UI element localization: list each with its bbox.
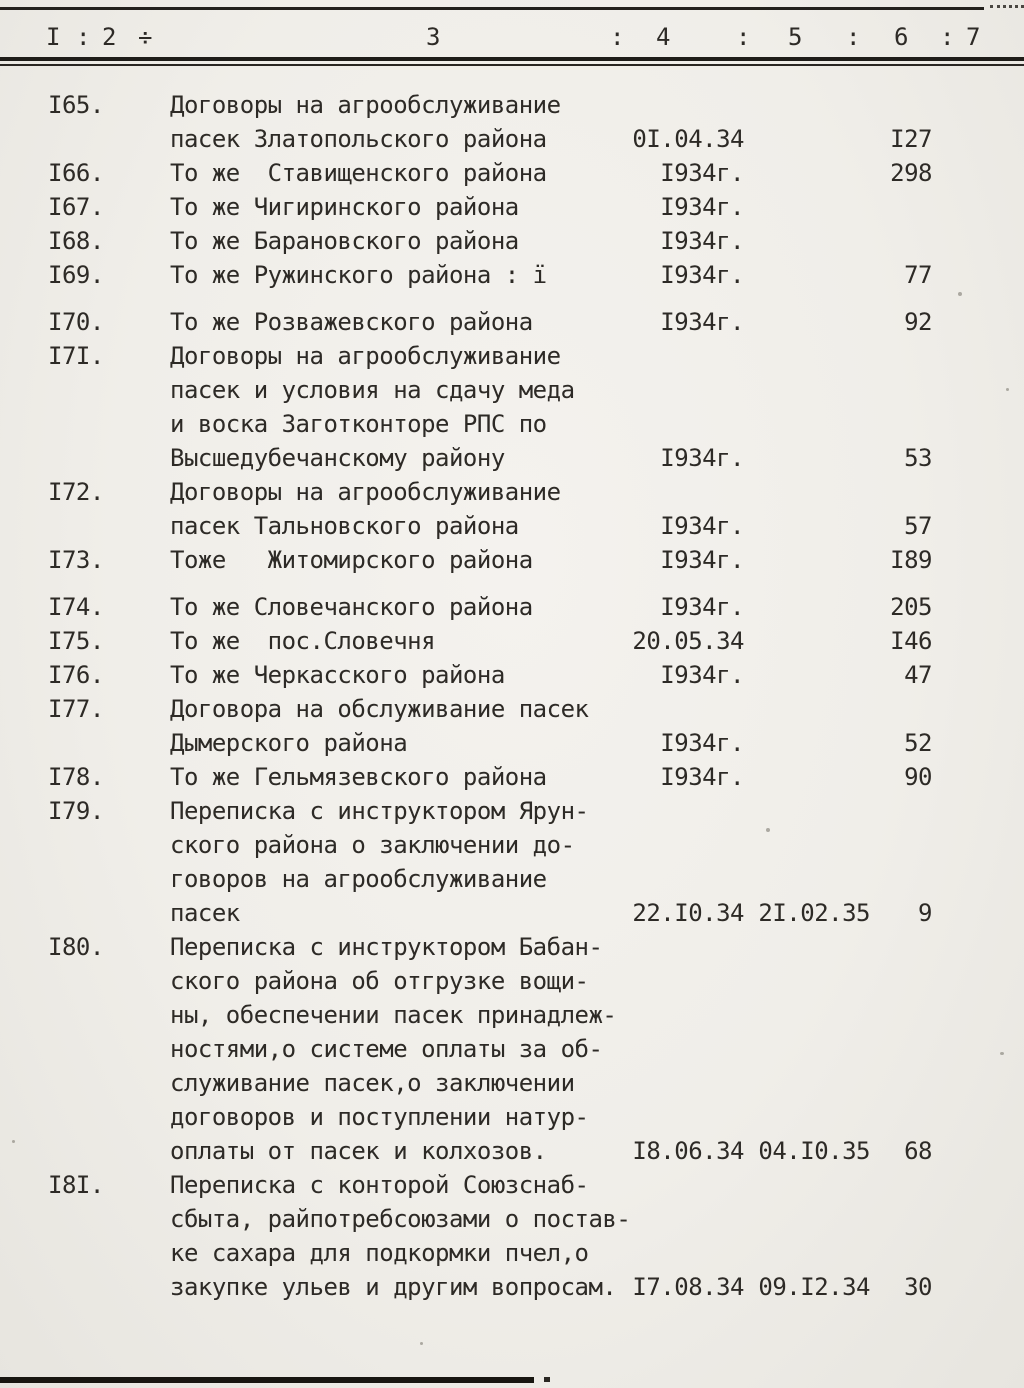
table-row (40, 156, 1010, 190)
entry-description (170, 88, 610, 156)
description-line: ке сахара для подкормки пчел,о (170, 1239, 589, 1267)
description-line: То же пос.Словечня (170, 627, 436, 655)
table-row (40, 224, 1010, 258)
column-separator: ÷ (138, 23, 152, 51)
entry-number: I77. (48, 695, 104, 723)
column-number-4: 4 (656, 23, 670, 51)
entry-number: I78. (48, 763, 104, 791)
start-date: I934г. (660, 159, 744, 187)
start-date: 22.I0.34 (632, 899, 744, 927)
scan-artifact-dot (544, 1377, 550, 1382)
header-rule-thick (0, 57, 1024, 61)
description-line: пасек Тальновского района (170, 512, 519, 540)
column-separator: : (610, 23, 624, 51)
entry-description (170, 156, 610, 190)
entry-number: I80. (48, 933, 104, 961)
start-date: I934г. (660, 763, 744, 791)
sheet-count: 9 (918, 899, 932, 927)
sheet-count: I89 (890, 546, 932, 574)
column-number-5: 5 (788, 23, 802, 51)
description-line: ны, обеспечении пасек принадлеж- (170, 1001, 617, 1029)
column-number-7: 7 (966, 23, 980, 51)
scan-speck (958, 292, 962, 296)
description-line: ского района об отгрузке вощи- (170, 967, 589, 995)
start-date: 0I.04.34 (632, 125, 744, 153)
start-date: I8.06.34 (632, 1137, 744, 1165)
description-line: Договоры на агрообслуживание (170, 478, 561, 506)
end-date: 09.I2.34 (758, 1273, 870, 1301)
description-line: Переписка с инструктором Ярун- (170, 797, 589, 825)
sheet-count: I46 (890, 627, 932, 655)
column-separator: : (76, 23, 90, 51)
sheet-count: 68 (904, 1137, 932, 1165)
start-date: I934г. (660, 729, 744, 757)
top-rule (0, 7, 984, 10)
table-row (40, 88, 1010, 156)
table-row (40, 543, 1010, 577)
entry-description (170, 794, 610, 930)
description-line: Высшедубечанскому району (170, 444, 505, 472)
description-line: Дымерского района (170, 729, 408, 757)
start-date: I934г. (660, 308, 744, 336)
description-line: оплаты от пасек и колхозов. (170, 1137, 547, 1165)
table-row (40, 190, 1010, 224)
table-row (40, 692, 1010, 760)
entry-description (170, 930, 617, 1168)
sheet-count: 57 (904, 512, 932, 540)
scan-artifact-dots (990, 5, 1024, 8)
description-line: служивание пасек,о заключении (170, 1069, 575, 1097)
scan-speck (1000, 1052, 1004, 1055)
sheet-count: 53 (904, 444, 932, 472)
description-line: Договоры на агрообслуживание (170, 342, 561, 370)
table-row (40, 475, 1010, 543)
table-body (40, 88, 1010, 1304)
entry-description (170, 339, 610, 475)
description-line: пасек (170, 899, 240, 927)
scan-speck (12, 1140, 15, 1143)
scan-speck (420, 1342, 423, 1345)
description-line: То же Розважевского района (170, 308, 533, 336)
entry-number: I66. (48, 159, 104, 187)
table-row (40, 339, 1010, 475)
description-line: Переписка с конторой Союзснаб- (170, 1171, 589, 1199)
description-line: Переписка с инструктором Бабан- (170, 933, 603, 961)
start-date: I7.08.34 (632, 1273, 744, 1301)
sheet-count: 92 (904, 308, 932, 336)
header-rule-thin (0, 64, 1024, 66)
table-row (40, 305, 1010, 339)
table-row (40, 794, 1010, 930)
description-line: Тоже Житомирского района (170, 546, 533, 574)
table-row (40, 930, 1010, 1168)
sheet-count: 77 (904, 261, 932, 289)
entry-description (170, 1168, 631, 1304)
sheet-count: 30 (904, 1273, 932, 1301)
description-line: То же Гельмязевского района (170, 763, 547, 791)
sheet-count: 47 (904, 661, 932, 689)
start-date: I934г. (660, 444, 744, 472)
end-date: 04.I0.35 (758, 1137, 870, 1165)
description-line: То же Черкасского района (170, 661, 505, 689)
description-line: договоров и поступлении натур- (170, 1103, 589, 1131)
entry-description (170, 305, 610, 339)
entry-number: I69. (48, 261, 104, 289)
column-number-1: I (46, 23, 60, 51)
description-line: Договоры на агрообслуживание (170, 91, 561, 119)
start-date: 20.05.34 (632, 627, 744, 655)
start-date: I934г. (660, 512, 744, 540)
entry-number: I73. (48, 546, 104, 574)
entry-description (170, 692, 610, 760)
description-line: сбыта, райпотребсоюзами о постав- (170, 1205, 631, 1233)
description-line: То же Ставищенского района (170, 159, 547, 187)
bottom-rule (0, 1377, 534, 1383)
description-line: То же Словечанского района (170, 593, 533, 621)
column-number-2: 2 (102, 23, 116, 51)
description-line: Договора на обслуживание пасек (170, 695, 589, 723)
entry-number: I72. (48, 478, 104, 506)
column-number-6: 6 (894, 23, 908, 51)
entry-number: I7I. (48, 342, 104, 370)
entry-description (170, 190, 610, 224)
entry-description (170, 590, 610, 624)
entry-number: I75. (48, 627, 104, 655)
entry-number: I76. (48, 661, 104, 689)
column-separator: : (736, 23, 750, 51)
description-line: говоров на агрообслуживание (170, 865, 547, 893)
description-line: То же Чигиринского района (170, 193, 519, 221)
entry-number: I79. (48, 797, 104, 825)
sheet-count: 298 (890, 159, 932, 187)
column-header-row (0, 23, 1024, 55)
description-line: и воска Заготконторе РПС по (170, 410, 547, 438)
description-line: пасек и условия на сдачу меда (170, 376, 575, 404)
table-row (40, 258, 1010, 292)
description-line: ского района о заключении до- (170, 831, 575, 859)
start-date: I934г. (660, 261, 744, 289)
end-date: 2I.02.35 (758, 899, 870, 927)
entry-number: I65. (48, 91, 104, 119)
column-separator: : (846, 23, 860, 51)
sheet-count: 90 (904, 763, 932, 791)
table-row (40, 1168, 1010, 1304)
entry-number: I67. (48, 193, 104, 221)
entry-number: I74. (48, 593, 104, 621)
entry-description (170, 258, 610, 292)
description-line: То же Ружинского района : ї (170, 261, 547, 289)
entry-number: I68. (48, 227, 104, 255)
entry-number: I70. (48, 308, 104, 336)
entry-description (170, 224, 610, 258)
table-row (40, 658, 1010, 692)
start-date: I934г. (660, 546, 744, 574)
description-line: закупке ульев и другим вопросам. (170, 1273, 617, 1301)
sheet-count: I27 (890, 125, 932, 153)
table-row (40, 590, 1010, 624)
scan-speck (766, 828, 770, 832)
scan-speck (1006, 388, 1009, 391)
entry-description (170, 760, 610, 794)
description-line: То же Барановского района (170, 227, 519, 255)
table-row (40, 760, 1010, 794)
table-row (40, 624, 1010, 658)
sheet-count: 205 (890, 593, 932, 621)
entry-description (170, 475, 610, 543)
description-line: ностями,о системе оплаты за об- (170, 1035, 603, 1063)
description-line: пасек Златопольского района (170, 125, 547, 153)
start-date: I934г. (660, 227, 744, 255)
entry-description (170, 624, 610, 658)
entry-description (170, 543, 610, 577)
start-date: I934г. (660, 193, 744, 221)
column-number-3: 3 (426, 23, 440, 51)
entry-number: I8I. (48, 1171, 104, 1199)
sheet-count: 52 (904, 729, 932, 757)
column-separator: : (940, 23, 954, 51)
start-date: I934г. (660, 661, 744, 689)
start-date: I934г. (660, 593, 744, 621)
entry-description (170, 658, 610, 692)
